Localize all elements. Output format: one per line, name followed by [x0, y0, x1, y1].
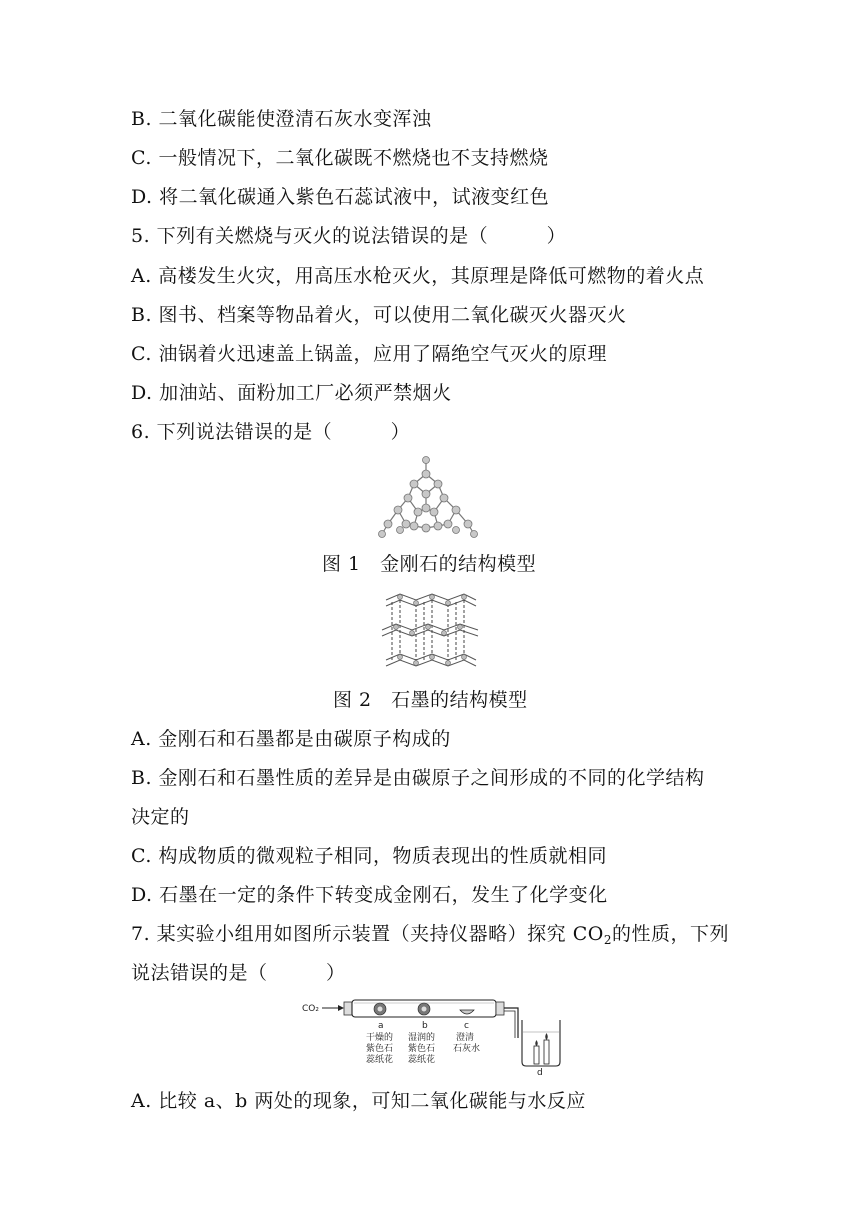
label-a-line2: 紫色石	[366, 1044, 394, 1054]
question-7	[131, 922, 729, 952]
label-a-line3: 蕊纸花	[366, 1055, 394, 1065]
option-7a: A. 比较 a、b 两处的现象，可知二氧化碳能与水反应	[131, 1090, 586, 1112]
co2-subscript: 2	[603, 933, 612, 947]
question-7-text-end: 的性质，下列	[611, 923, 729, 945]
co2-inlet-label: CO₂	[302, 1004, 319, 1014]
question-5: 5. 下列有关燃烧与灭火的说法错误的是（ ）	[131, 225, 567, 247]
label-d: d	[537, 1068, 543, 1076]
diamond-structure-figure	[378, 454, 478, 540]
label-b: b	[422, 1021, 428, 1031]
label-c-line2: 石灰水	[453, 1044, 481, 1054]
option-6c: C. 构成物质的微观粒子相同，物质表现出的性质就相同	[131, 845, 607, 867]
option-4d: D. 将二氧化碳通入紫色石蕊试液中，试液变红色	[131, 186, 550, 208]
label-b-line1: 湿润的	[408, 1033, 436, 1043]
label-a-line1: 干燥的	[366, 1033, 394, 1043]
question-6: 6. 下列说法错误的是（ ）	[131, 421, 411, 443]
option-6d: D. 石墨在一定的条件下转变成金刚石，发生了化学变化	[131, 884, 608, 906]
graphite-structure-figure	[380, 590, 480, 674]
figure-2-caption: 图 2 石墨的结构模型	[333, 689, 528, 711]
option-4b: B. 二氧化碳能使澄清石灰水变浑浊	[131, 108, 432, 130]
option-4c: C. 一般情况下，二氧化碳既不燃烧也不支持燃烧	[131, 147, 549, 169]
label-c-line1: 澄清	[456, 1033, 475, 1043]
label-a: a	[378, 1021, 384, 1031]
question-7-text: 7. 某实验小组用如图所示装置（夹持仪器略）探究 CO	[131, 923, 604, 945]
option-5d: D. 加油站、面粉加工厂必须严禁烟火	[131, 382, 452, 404]
question-7-continued: 说法错误的是（ ）	[131, 962, 346, 984]
label-b-line2: 紫色石	[408, 1044, 436, 1054]
option-6b-continued: 决定的	[131, 806, 190, 828]
label-b-line3: 蕊纸花	[408, 1055, 436, 1065]
option-5b: B. 图书、档案等物品着火，可以使用二氧化碳灭火器灭火	[131, 304, 627, 326]
option-6b: B. 金刚石和石墨性质的差异是由碳原子之间形成的不同的化学结构	[131, 767, 705, 789]
option-6a: A. 金刚石和石墨都是由碳原子构成的	[131, 728, 451, 750]
label-c: c	[464, 1021, 469, 1031]
co2-apparatus-figure	[300, 996, 568, 1076]
figure-1-caption: 图 1 金刚石的结构模型	[322, 553, 537, 575]
option-5c: C. 油锅着火迅速盖上锅盖，应用了隔绝空气灭火的原理	[131, 343, 607, 365]
option-5a: A. 高楼发生火灾，用高压水枪灭火，其原理是降低可燃物的着火点	[131, 265, 705, 287]
